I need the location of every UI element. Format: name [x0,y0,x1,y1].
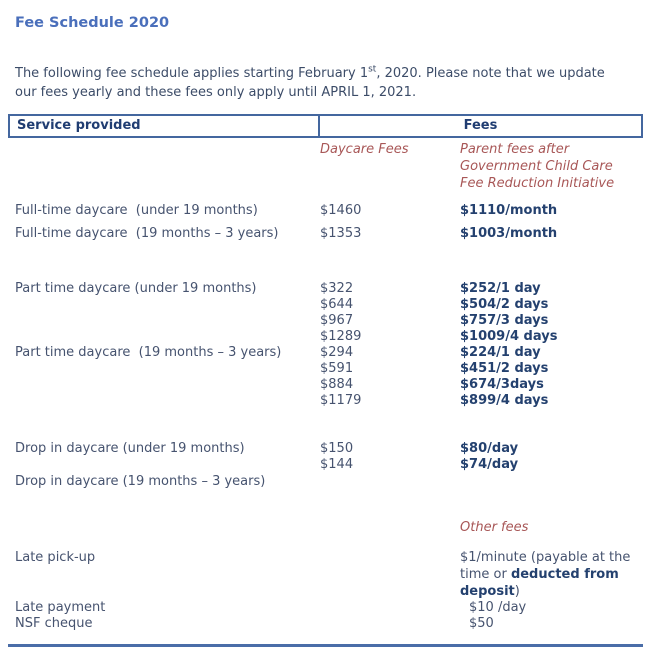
parent-fee: $674/3days [460,377,544,392]
parent-fee: $74/day [460,457,519,472]
table-row-fulltime-19to3 [8,225,643,242]
intro-line2: our fees yearly and these fees only apply until APRIL 1, 2021. [15,85,417,100]
service-label: Late payment [15,600,106,615]
daycare-fee: $967 [320,313,354,328]
parttime-section [8,281,643,409]
fulltime-section [8,202,643,242]
other-fees-heading-row [8,519,643,536]
daycare-fee: $1289 [320,329,362,344]
parent-fee: $1009/4 days [460,329,558,344]
daycare-fee: $1460 [320,203,362,218]
fee-schedule-document [0,14,651,647]
parent-fee: $80/day [460,441,519,456]
late-payment-fee: $10 /day [469,600,527,615]
daycare-fees-subheading: Daycare Fees [320,142,409,157]
service-label: Full-time daycare (19 months – 3 years) [15,226,279,241]
daycare-fee: $884 [320,377,354,392]
late-pickup-fee-text: $1/minute (payable at the time or [460,550,631,582]
service-label: Part time daycare (under 19 months) [15,281,257,296]
other-fees-subheading: Other fees [460,520,529,535]
daycare-fee: $591 [320,361,354,376]
service-label: Drop in daycare (under 19 months) [15,441,245,456]
daycare-fee: $1353 [320,226,362,241]
late-pickup-fee-bold: deducted from deposit [460,567,619,599]
parent-fee: $451/2 days [460,361,549,376]
dropin-section [8,441,643,490]
parent-fee-list [460,281,636,345]
parent-fee: $224/1 day [460,345,541,360]
late-pickup-fee [460,549,636,600]
table-row-late-payment [8,600,643,616]
parent-fee: $899/4 days [460,393,549,408]
parent-fee: $1110/month [460,203,558,218]
parent-fee: $252/1 day [460,281,541,296]
table-bottom-border [8,644,643,647]
table-header-row [8,114,643,138]
table-row-parttime-under19 [8,281,643,345]
daycare-fee: $144 [320,457,354,472]
daycare-fee: $294 [320,345,354,360]
intro-line1-start: The following fee schedule applies starting February 1 [15,66,369,81]
daycare-fee: $322 [320,281,354,296]
subheader-row [8,141,643,192]
subheader-spacer [8,141,320,192]
service-label: Drop in daycare (19 months – 3 years) [15,474,266,489]
daycare-fee-list [320,441,460,473]
parent-fees-subheading: Parent fees after Government Child Care Fee Reduction Initiative [460,142,615,191]
nsf-cheque-fee: $50 [469,616,494,631]
table-row-parttime-19to3 [8,345,643,409]
daycare-fee: $150 [320,441,354,456]
intro-paragraph [15,64,643,102]
late-pickup-fee-close: ) [514,584,520,599]
ordinal-superscript: st [368,64,377,75]
column-header-fees: Fees [463,118,498,133]
daycare-fee-list [320,345,460,409]
parent-fee-list [460,345,636,409]
parent-fee: $504/2 days [460,297,549,312]
page-title: Fee Schedule 2020 [15,15,170,31]
daycare-fee: $1179 [320,393,362,408]
table-row-fulltime-under19 [8,202,643,219]
parent-fee: $1003/month [460,226,558,241]
service-label: Full-time daycare (under 19 months) [15,203,258,218]
parent-fee: $757/3 days [460,313,549,328]
daycare-fee-list [320,281,460,345]
table-row-nsf-cheque [8,616,643,632]
table-row-dropin-19to3 [8,473,643,490]
service-label: Late pick-up [15,550,96,565]
table-row-late-pickup [8,549,643,600]
table-row-dropin-under19 [8,441,643,473]
column-header-service: Service provided [10,116,320,136]
service-label: Part time daycare (19 months – 3 years) [15,345,282,360]
parent-fee-list [460,441,636,473]
service-label: NSF cheque [15,616,93,631]
intro-line1-end: , 2020. Please note that we update [376,66,605,81]
daycare-fee: $644 [320,297,354,312]
